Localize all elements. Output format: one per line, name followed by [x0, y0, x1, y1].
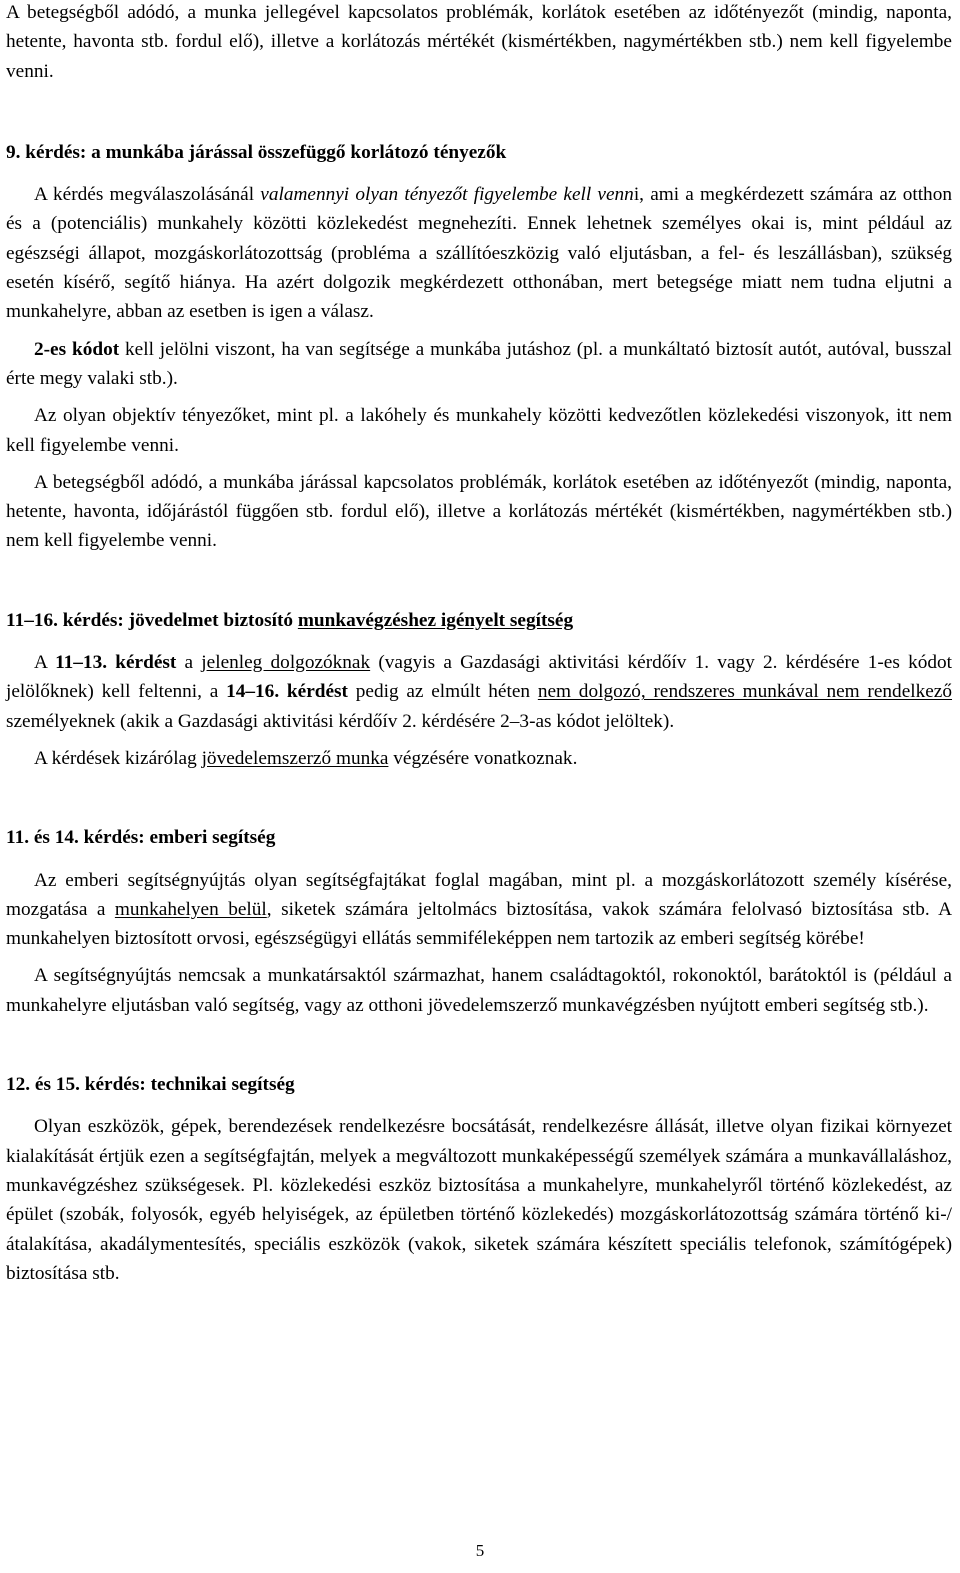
q11-e: (vagyis a Gazdasági aktivitási kérdőív 1. vagy 2. kérdésére 1-es kódot jelölőknek) kell feltenni, a [6, 652, 952, 703]
q14-a: Az emberi segítségnyújtás olyan segítségfajtákat foglal magában, mint pl. a mozgáskorlátozott személy kísérése, mozgatása a [6, 869, 952, 920]
q14-b: munkahelyen belül [114, 898, 267, 920]
q11-p2-b: jövedelemszerző munka [201, 747, 389, 769]
paragraph-technical-help: Olyan eszközök, gépek, berendezések rendelkezésre bocsátását, rendelkezésre állását, illetve olyan fizikai környezet kialakítását értjük ezen a segítségfajtán, melyek a megváltozott munkaképességű személyek számára a munkavállaláshoz, munkavégzéshez szükségesek. Pl. közlekedési eszköz biztosítása a munkahelyre, munkahelyről történő közlekedést, az épület (szobák, folyosók, egyéb helyiségek, az épületben történő közlekedés) mozgáskorlátozottság számára történő ki-/átalakítása, akadálymentesítés, speciális eszközök (vakok, siketek számára készített speciális telefonok, számítógépek) biztosítása stb. [6, 1116, 952, 1284]
paragraph-human-help [6, 866, 952, 954]
q9-text-italic: valamennyi olyan tényezőt figyelembe kell venn [260, 184, 634, 206]
paragraph-intro: A betegségből adódó, a munka jellegével kapcsolatos problémák, korlátok esetében az időtényezőt (mindig, naponta, hetente, havonta stb. fordul elő), illetve a korlátozás mértékét (kismértékben, nagymértékben stb.) nem kell figyelembe venni. [6, 2, 952, 82]
heading-question-12-15: 12. és 15. kérdés: technikai segítség [6, 1074, 295, 1096]
heading-question-11-14: 11. és 14. kérdés: emberi segítség [6, 827, 276, 849]
paragraph-q9-code2 [6, 335, 952, 394]
heading-11-16-a: 11–16. kérdés: jövedelmet biztosító [6, 609, 298, 631]
q11-a: A [34, 652, 56, 674]
q11-i: személyeknek (akik a Gazdasági aktivitási kérdőív 2. kérdésére 2–3-as kódot jelöltek). [6, 710, 675, 732]
q9-text-c: i, ami a megkérdezett számára az otthon és a (potenciális) munkahely közötti közlekedést megnehezíti. Ennek lehetnek személyes okai is, mint például az egészségi állapot, mozgáskorlátozottság (probléma a szállítóeszközig való eljutásban, a fel- és leszállásban), szükség esetén kísérő, segítő hiánya. Ha azért dolgozik megkérdezett otthonában, mert betegsége miatt nem tudna eljutni a munkahelyre, abban az esetben is igen a válasz. [6, 184, 952, 323]
paragraph-q11-16-scope [6, 648, 952, 736]
paragraph-q9-objective: Az olyan objektív tényezőket, mint pl. a lakóhely és munkahely közötti kedvezőtlen közlekedési viszonyok, itt nem kell figyelembe venni. [6, 405, 952, 456]
q9-code2-text: kell jelölni viszont, ha van segítsége a munkába jutáshoz (pl. a munkáltató biztosít autót, autóval, busszal érte megy valaki stb.). [6, 338, 953, 389]
paragraph-q9-factors [6, 180, 952, 326]
paragraph-help-sources: A segítségnyújtás nemcsak a munkatársaktól származhat, hanem családtagoktól, rokonoktól, barátoktól is (például a munkahelyre eljutásban való segítség, vagy az otthoni jövedelemszerző munkavégzésben nyújtott emberi segítség stb.). [6, 965, 952, 1016]
heading-question-11-16 [6, 606, 952, 635]
q9-text-a: A kérdés megválaszolásánál [34, 184, 261, 206]
heading-11-16-b: munkavégzéshez igényelt segítség [297, 609, 574, 631]
q11-h: nem dolgozó, rendszeres munkával nem rendelkező [537, 681, 953, 703]
document-page [6, 0, 952, 1288]
q11-p2-c: végzésére vonatkoznak. [388, 747, 578, 769]
q11-b: 11–13. kérdést [55, 652, 177, 674]
q11-p2-a: A kérdések kizárólag [34, 747, 202, 769]
q11-c: a [176, 652, 202, 674]
paragraph-q9-time: A betegségből adódó, a munkába járással kapcsolatos problémák, korlátok esetében az időtényezőt (mindig, naponta, hetente, havonta, időjárástól függően stb. fordul elő), illetve a korlátozás mértékét (kismértékben, nagymértékben stb.) nem kell figyelembe venni. [6, 471, 952, 552]
paragraph-q11-16-income [6, 744, 952, 773]
q11-g: pedig az elmúlt héten [347, 681, 538, 703]
page-number: 5 [475, 1541, 485, 1560]
q14-c: , siketek számára jeltolmács biztosítása, vakok számára felolvasó biztosítása stb. A munkahelyen biztosított orvosi, egészségügyi ellátás semmiféleképpen nem tartozik az emberi segítség körébe! [6, 898, 953, 950]
q11-d: jelenleg dolgozóknak [201, 652, 371, 674]
q11-f: 14–16. kérdést [226, 681, 348, 703]
heading-question-9: 9. kérdés: a munkába járással összefüggő korlátozó tényezők [6, 141, 507, 163]
q9-code2-bold: 2-es kódot [34, 338, 120, 360]
